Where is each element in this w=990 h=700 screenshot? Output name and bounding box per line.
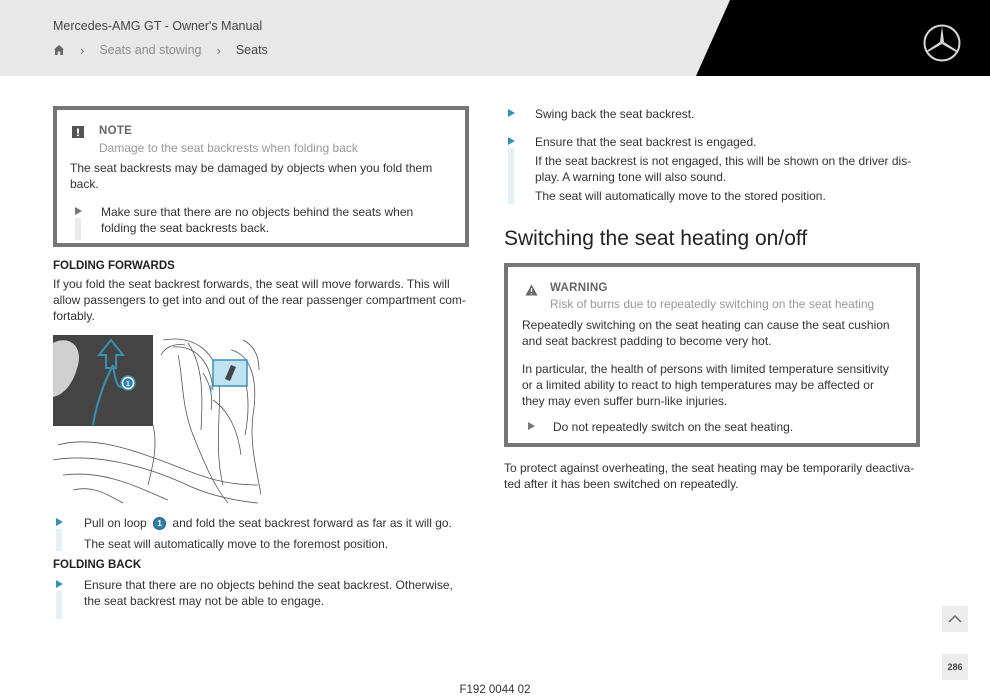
section-title-seat-heating: Switching the seat heating on/off bbox=[504, 227, 808, 250]
warning-body-line: they may even suffer burn-like injuries. bbox=[522, 394, 728, 408]
warning-body-line: Repeatedly switching on the seat heating can cause the seat cushion bbox=[522, 318, 890, 332]
note-step-line: folding the seat backrests back. bbox=[101, 221, 270, 235]
step-arrow-icon bbox=[75, 207, 82, 215]
seat-illustration bbox=[53, 335, 261, 505]
heading-folding-forwards: FOLDING FORWARDS bbox=[53, 260, 175, 272]
step-ensure-engaged: Ensure that the seat backrest is engaged. bbox=[535, 135, 757, 149]
note-step-line: Make sure that there are no objects behind the seats when bbox=[101, 205, 414, 219]
note-subtitle: Damage to the seat backrests when folding back bbox=[99, 141, 358, 155]
warning-body-line: and seat backrest padding to become very hot. bbox=[522, 334, 772, 348]
folding-forwards-text: allow passengers to get into and out of the rear passenger compartment com- bbox=[53, 293, 466, 307]
warning-label: WARNING bbox=[550, 282, 608, 294]
loop-callout-badge: 1 bbox=[153, 517, 166, 530]
folding-back-step-line: the seat backrest may not be able to engage. bbox=[84, 594, 325, 608]
folding-forwards-text: fortably. bbox=[53, 309, 95, 323]
breadcrumb-seats[interactable]: Seats bbox=[235, 43, 268, 57]
footer-code: F192 0044 02 bbox=[459, 684, 531, 696]
step-arrow-icon bbox=[56, 580, 63, 588]
folding-back-step-line: Ensure that there are no objects behind the seat backrest. Otherwise, bbox=[84, 578, 453, 592]
step-arrow-icon bbox=[528, 422, 535, 430]
step-bar bbox=[508, 148, 514, 204]
folding-forwards-text: If you fold the seat backrest forwards, the seat will move forwards. This will bbox=[53, 277, 450, 291]
figure-callout-label: 1 bbox=[126, 381, 130, 388]
chevron-right-icon: › bbox=[216, 42, 221, 58]
overheat-text: ted after it has been switched on repeatedly. bbox=[504, 477, 739, 491]
warning-box bbox=[504, 263, 920, 447]
step-bar bbox=[56, 591, 62, 619]
mercedes-star-logo bbox=[922, 23, 962, 63]
note-body-line: back. bbox=[70, 177, 99, 191]
warning-triangle-icon bbox=[525, 284, 538, 296]
step-detail-line: If the seat backrest is not engaged, this will be shown on the driver dis- bbox=[535, 154, 912, 168]
step-result-text: The seat will automatically move to the stored position. bbox=[535, 189, 826, 203]
step-arrow-icon bbox=[508, 109, 515, 117]
overheat-text: To protect against overheating, the seat heating may be temporarily deactiva- bbox=[504, 461, 915, 475]
breadcrumb bbox=[53, 42, 268, 58]
heading-folding-back: FOLDING BACK bbox=[53, 559, 142, 571]
note-icon bbox=[72, 126, 84, 138]
step-bar bbox=[56, 529, 62, 551]
note-label: NOTE bbox=[99, 125, 133, 137]
warning-body-line: In particular, the health of persons with limited temperature sensitivity bbox=[522, 362, 889, 376]
step-swing-back: Swing back the seat backrest. bbox=[535, 107, 695, 121]
step-result-text: The seat will automatically move to the foremost position. bbox=[84, 537, 389, 551]
warning-step: Do not repeatedly switch on the seat heating. bbox=[553, 420, 794, 434]
step-arrow-icon bbox=[56, 518, 63, 526]
step-text: and fold the seat backrest forward as far as it will go. bbox=[172, 516, 452, 530]
breadcrumb-seats-and-stowing[interactable]: Seats and stowing bbox=[99, 43, 202, 57]
manual-title: Mercedes-AMG GT - Owner's Manual bbox=[53, 19, 263, 33]
note-box bbox=[53, 106, 469, 247]
chevron-right-icon: › bbox=[80, 42, 85, 58]
scroll-to-top-button[interactable] bbox=[942, 606, 968, 632]
step-text: Pull on loop bbox=[84, 516, 147, 530]
step-bar bbox=[75, 218, 81, 240]
step-detail-line: play. A warning tone will also sound. bbox=[535, 170, 727, 184]
note-body-line: The seat backrests may be damaged by objects when you fold them bbox=[70, 161, 433, 175]
warning-body-line: or a limited ability to react to high temperatures may be affected or bbox=[522, 378, 874, 392]
chevron-up-icon bbox=[942, 606, 968, 632]
home-icon[interactable] bbox=[53, 44, 65, 56]
step-pull-loop bbox=[84, 515, 452, 531]
step-arrow-icon bbox=[508, 137, 515, 145]
page-number-badge: 286 bbox=[942, 654, 968, 680]
warning-subtitle: Risk of burns due to repeatedly switching on the seat heating bbox=[550, 297, 875, 311]
